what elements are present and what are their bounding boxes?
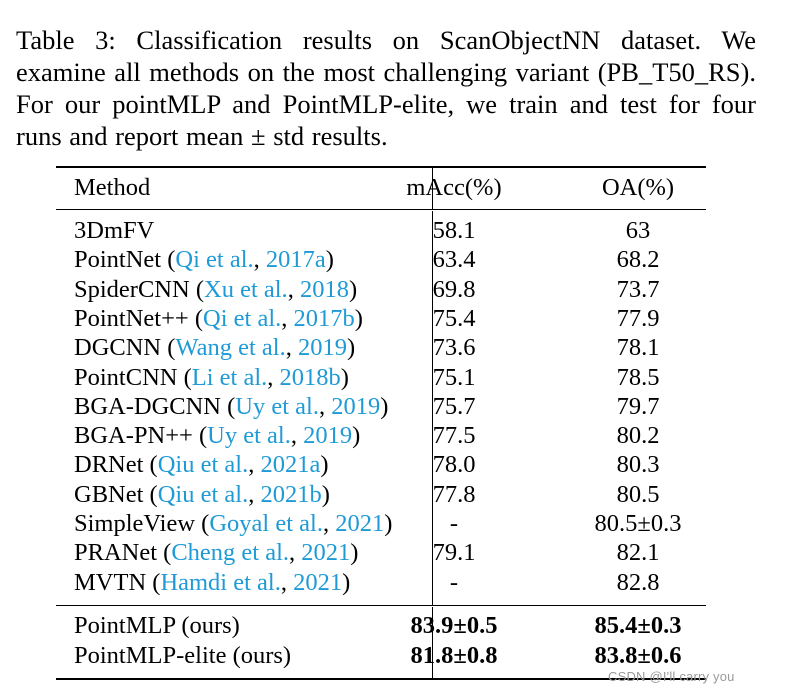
method-name: PointCNN — [74, 363, 178, 391]
macc-cell: 77.8 — [432, 480, 476, 508]
table-row — [56, 363, 706, 392]
table-row — [56, 509, 706, 538]
citation-year-link: 2021a — [260, 451, 321, 479]
table-row — [56, 450, 706, 479]
citation-author-link: Cheng et al. — [171, 539, 290, 567]
table-row — [56, 245, 706, 274]
macc-cell: 78.0 — [432, 451, 476, 479]
header-method: Method — [74, 174, 151, 201]
method-name: PointMLP-elite (ours) — [74, 642, 292, 669]
oa-cell: 80.2 — [616, 422, 660, 450]
table-row — [56, 392, 706, 421]
oa-cell: 79.7 — [616, 392, 660, 420]
method-name: PRANet — [74, 539, 158, 567]
citation-author-link: Li et al. — [191, 363, 268, 391]
table-ours-separator-rule — [56, 605, 706, 606]
macc-cell: 73.6 — [432, 334, 476, 362]
citation-year-link: 2021 — [293, 568, 343, 596]
method-cell: DRNet (Qiu et al., 2021a) — [74, 451, 329, 479]
method-name: BGA-PN++ — [74, 422, 193, 450]
method-name: 3DmFV — [74, 217, 155, 244]
macc-cell: 79.1 — [432, 539, 476, 567]
oa-cell: 82.1 — [616, 539, 660, 567]
method-cell — [74, 216, 154, 245]
citation-author-link: Goyal et al. — [209, 510, 323, 537]
citation-author-link: Hamdi et al. — [160, 568, 281, 596]
citation-year-link: 2018b — [279, 363, 341, 391]
table-top-rule — [56, 166, 706, 168]
table-row — [56, 275, 706, 304]
method-cell: BGA-PN++ (Uy et al., 2019) — [74, 422, 361, 450]
method-cell: DGCNN (Wang et al., 2019) — [74, 334, 356, 362]
citation-author-link: Xu et al. — [204, 275, 288, 303]
method-name: MVTN — [74, 568, 147, 596]
table-caption — [16, 24, 756, 152]
oa-cell: 78.1 — [616, 334, 660, 362]
table-row — [56, 538, 706, 567]
macc-cell-best: 83.9±0.5 — [410, 612, 498, 639]
citation-year-link: 2017a — [265, 246, 326, 274]
macc-cell: 58.1 — [432, 217, 476, 244]
citation-year-link: 2021b — [260, 480, 322, 508]
citation-author-link: Wang et al. — [175, 334, 286, 362]
oa-cell: 80.3 — [616, 451, 660, 479]
table-row — [56, 568, 706, 597]
citation-year-link: 2021 — [335, 510, 385, 537]
citation-year-link: 2019 — [297, 334, 347, 362]
oa-cell: 68.2 — [616, 246, 660, 274]
oa-cell: 63 — [625, 217, 651, 244]
macc-cell: - — [449, 510, 459, 537]
watermark: CSDN @I'll carry you — [608, 669, 735, 684]
method-cell: PRANet (Cheng et al., 2021) — [74, 539, 359, 567]
table-row-ours — [56, 641, 706, 670]
citation-author-link: Qi et al. — [175, 246, 254, 274]
table-row — [56, 304, 706, 333]
method-name: GBNet — [74, 480, 144, 508]
method-cell: PointNet++ (Qi et al., 2017b) — [74, 304, 363, 332]
method-name: DGCNN — [74, 334, 162, 362]
method-name: SimpleView — [74, 510, 196, 537]
table-row — [56, 216, 706, 245]
header-oa: OA(%) — [601, 174, 675, 201]
citation-year-link: 2017b — [293, 304, 355, 332]
method-name: SpiderCNN — [74, 275, 190, 303]
macc-cell: 69.8 — [432, 275, 476, 303]
citation-author-link: Qi et al. — [203, 304, 282, 332]
oa-cell: 80.5 — [616, 480, 660, 508]
citation-year-link: 2021 — [301, 539, 351, 567]
oa-cell-best: 83.8±0.6 — [594, 642, 682, 669]
oa-cell: 73.7 — [616, 275, 660, 303]
macc-cell-best: 81.8±0.8 — [410, 642, 498, 669]
method-cell: GBNet (Qiu et al., 2021b) — [74, 480, 330, 508]
citation-author-link: Qiu et al. — [157, 451, 249, 479]
citation-author-link: Uy et al. — [207, 422, 291, 450]
method-name: DRNet — [74, 451, 144, 479]
macc-cell: - — [449, 568, 459, 596]
oa-cell: 80.5±0.3 — [594, 510, 682, 537]
macc-cell: 77.5 — [432, 422, 476, 450]
oa-cell-best: 85.4±0.3 — [594, 612, 682, 639]
table-row — [56, 480, 706, 509]
macc-cell: 75.4 — [432, 304, 476, 332]
method-cell: SpiderCNN (Xu et al., 2018) — [74, 275, 358, 303]
citation-year-link: 2019 — [331, 392, 381, 420]
oa-cell: 78.5 — [616, 363, 660, 391]
caption-text: Table 3: Classification results on ScanObjectNN dataset. We examine all methods on the most challenging variant (PB_T50_RS). For our pointMLP and PointMLP-elite, we train and test for four runs and report mean ± std results. — [16, 25, 756, 151]
citation-year-link: 2018 — [299, 275, 349, 303]
table-row — [56, 333, 706, 362]
method-name: PointNet++ — [74, 304, 189, 332]
citation-author-link: Uy et al. — [235, 392, 319, 420]
header-macc: mAcc(%) — [406, 174, 502, 201]
method-cell: PointNet (Qi et al., 2017a) — [74, 246, 334, 274]
method-cell: SimpleView (Goyal et al., 2021) — [74, 510, 393, 537]
method-cell: MVTN (Hamdi et al., 2021) — [74, 568, 351, 596]
macc-cell: 75.7 — [432, 392, 476, 420]
oa-cell: 77.9 — [616, 304, 660, 332]
table-row-ours — [56, 611, 706, 640]
method-name: BGA-DGCNN — [74, 392, 221, 420]
citation-year-link: 2019 — [303, 422, 353, 450]
table-header-rule — [56, 209, 706, 210]
table-header-row — [56, 173, 706, 202]
method-name: PointNet — [74, 246, 162, 274]
macc-cell: 75.1 — [432, 363, 476, 391]
method-cell: BGA-DGCNN (Uy et al., 2019) — [74, 392, 389, 420]
citation-author-link: Qiu et al. — [157, 480, 249, 508]
table-row — [56, 421, 706, 450]
method-name: PointMLP (ours) — [74, 612, 240, 639]
macc-cell: 63.4 — [432, 246, 476, 274]
method-cell: PointCNN (Li et al., 2018b) — [74, 363, 349, 391]
oa-cell: 82.8 — [616, 568, 660, 596]
